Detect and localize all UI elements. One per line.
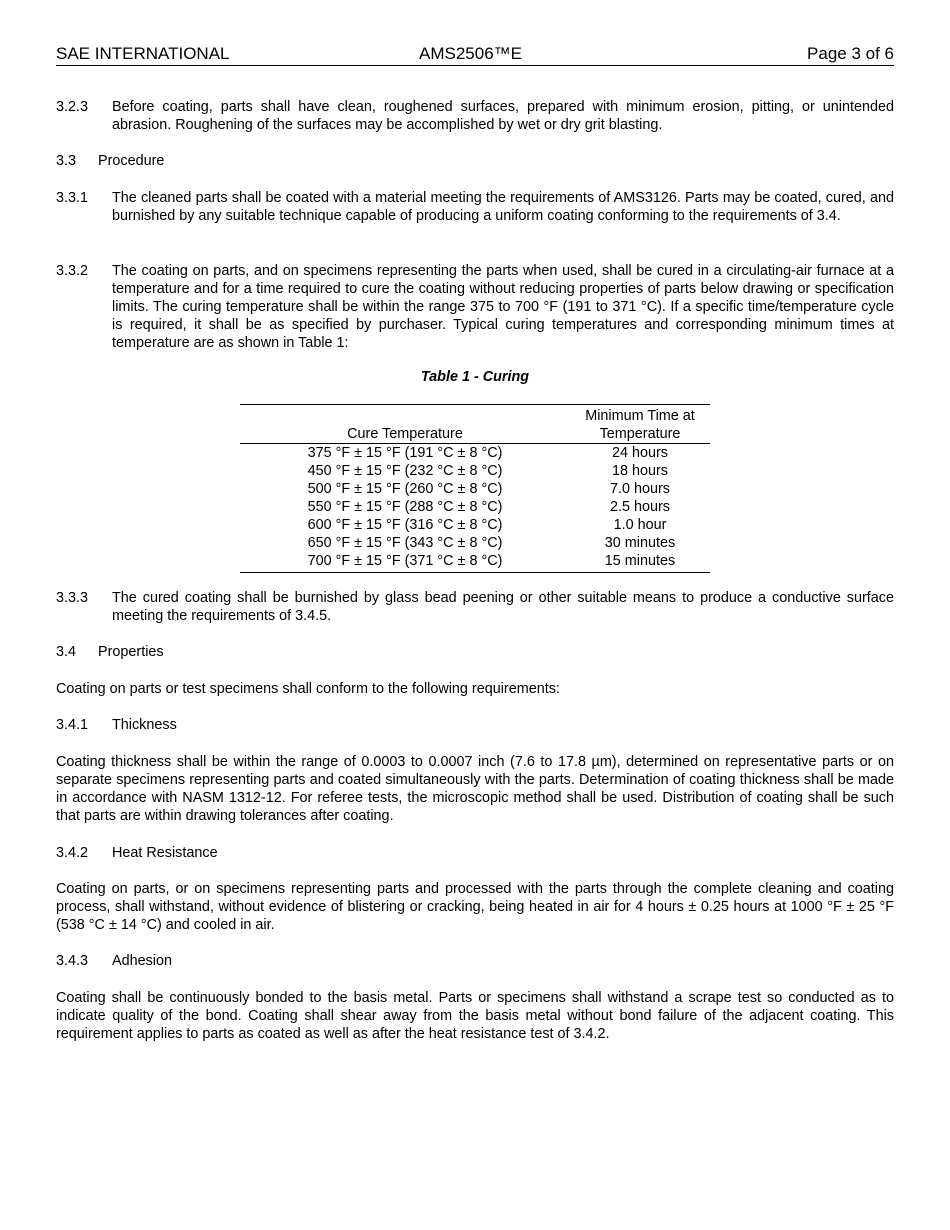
cell-time: 2.5 hours (609, 499, 670, 515)
column-header-cure-temperature: Cure Temperature (347, 426, 463, 442)
cell-temperature: 375 °F ± 15 °F (191 °C ± 8 °C) (307, 445, 503, 461)
table-header (240, 407, 710, 444)
table-body (240, 444, 710, 572)
section-number: 3.3.1 (56, 190, 89, 206)
section-number: 3.4.3 (56, 953, 89, 969)
section-3-4-2-text (56, 880, 894, 934)
section-title: Adhesion (112, 953, 173, 969)
section-3-4-1-text (56, 753, 894, 825)
section-number: 3.2.3 (56, 99, 89, 115)
cell-temperature: 600 °F ± 15 °F (316 °C ± 8 °C) (307, 517, 503, 533)
section-number: 3.4.1 (56, 717, 89, 733)
cell-temperature: 550 °F ± 15 °F (288 °C ± 8 °C) (307, 499, 503, 515)
section-number: 3.3.2 (56, 263, 89, 279)
section-text: Coating thickness shall be within the range of 0.0003 to 0.0007 inch (7.6 to 17.8 µm), determined on representative parts or on separate specimens representing parts and coated simultaneously with the parts. Determination of coating thickness shall be made in accordance with NASM 1312-12. For referee tests, the microscopic method shall be used. Distribution of coating shall be such that parts are within drawing tolerances after coating. (56, 754, 894, 824)
section-title: Heat Resistance (112, 845, 218, 861)
cell-temperature: 450 °F ± 15 °F (232 °C ± 8 °C) (307, 463, 503, 479)
section-text: The cured coating shall be burnished by glass bead peening or other suitable means to produce a conductive surface meeting the requirements of 3.4.5. (112, 590, 894, 624)
column-header-line: Temperature (599, 426, 681, 442)
section-3-3-2 (56, 262, 894, 352)
table-row (240, 534, 710, 552)
section-text: Coating on parts, or on specimens representing parts and processed with the parts through the complete cleaning and coating process, shall withstand, without evidence of blistering or cracking, being heated in air for 4 hours ± 0.25 hours at 1000 °F ± 25 °F (538 °C ± 14 °C) and cooled in air. (56, 881, 894, 933)
table-row (240, 498, 710, 516)
cell-time: 15 minutes (604, 553, 676, 569)
curing-table (240, 404, 710, 573)
table-row (240, 480, 710, 498)
header-page-number: Page 3 of 6 (807, 44, 894, 63)
section-text: Coating on parts or test specimens shall conform to the following requirements: (56, 681, 560, 697)
column-header-minimum-time (570, 407, 710, 443)
cell-time: 30 minutes (604, 535, 676, 551)
header-organization: SAE INTERNATIONAL (56, 44, 230, 63)
section-number: 3.4 (56, 644, 77, 660)
section-3-3-3 (56, 589, 894, 625)
cell-temperature: 500 °F ± 15 °F (260 °C ± 8 °C) (307, 481, 503, 497)
section-number: 3.4.2 (56, 845, 89, 861)
cell-temperature: 650 °F ± 15 °F (343 °C ± 8 °C) (307, 535, 503, 551)
section-title: Procedure (98, 153, 165, 169)
section-3-2-3 (56, 98, 894, 134)
cell-time: 18 hours (611, 463, 668, 479)
table-row (240, 444, 710, 462)
section-title: Properties (98, 644, 164, 660)
cell-time: 24 hours (611, 445, 668, 461)
table-row (240, 516, 710, 534)
header-document-id: AMS2506™E (419, 44, 522, 63)
section-text: Coating shall be continuously bonded to the basis metal. Parts or specimens shall withstand a scrape test so conducted as to indicate quality of the bond. Coating shall shear away from the basis metal without bond failure of the adjacent coating. This requirement applies to parts as coated as well as after the heat resistance test of 3.4.2. (56, 990, 894, 1042)
section-3-4-3-text (56, 989, 894, 1043)
section-text: The cleaned parts shall be coated with a material meeting the requirements of AMS3126. Parts may be coated, cured, and burnished by any suitable technique capable of producing a uniform coating conforming to the requirements of 3.4. (112, 190, 894, 224)
table-title: Table 1 - Curing (420, 369, 530, 385)
cell-time: 7.0 hours (609, 481, 670, 497)
section-number: 3.3.3 (56, 590, 89, 606)
section-text: Before coating, parts shall have clean, roughened surfaces, prepared with minimum erosion, pitting, or unintended abrasion. Roughening of the surfaces may be accomplished by wet or dry grit blasting. (112, 99, 894, 133)
section-3-4-intro (56, 680, 894, 698)
table-row (240, 552, 710, 570)
column-header-line: Minimum Time at (585, 408, 695, 424)
section-text: The coating on parts, and on specimens representing the parts when used, shall be cured in a circulating-air furnace at a temperature and for a time required to cure the coating without reducing properties of parts below drawing or specification limits. The curing temperature shall be within the range 375 to 700 °F (191 to 371 °C). If a specific time/temperature cycle is required, it shall be as specified by purchaser. Typical curing temperatures and corresponding minimum times at temperature are as shown in Table 1: (112, 263, 894, 351)
cell-time: 1.0 hour (613, 517, 667, 533)
section-title: Thickness (112, 717, 177, 733)
table-row (240, 462, 710, 480)
page-header (56, 43, 894, 66)
cell-temperature: 700 °F ± 15 °F (371 °C ± 8 °C) (307, 553, 503, 569)
section-3-3-1 (56, 189, 894, 225)
section-number: 3.3 (56, 153, 77, 169)
